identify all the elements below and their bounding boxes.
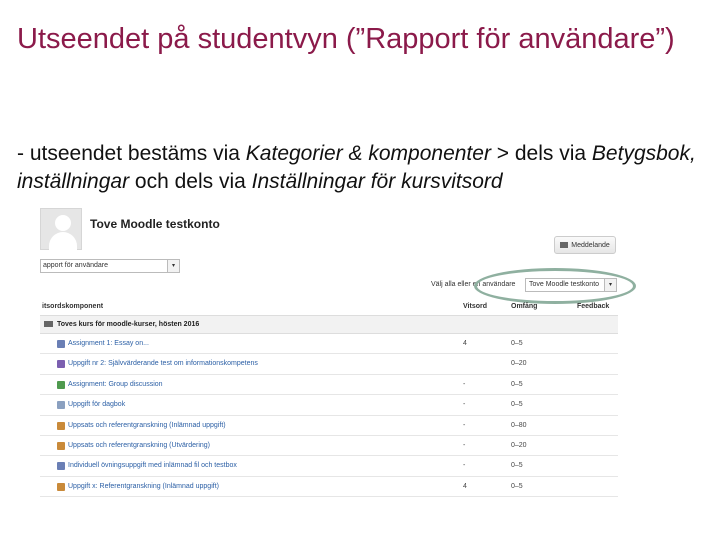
user-select-label: Välj alla eller en användare (431, 281, 516, 288)
grade-table (40, 298, 618, 497)
weight-cell: - (463, 401, 466, 409)
table-row (40, 354, 618, 374)
range-cell: 0–5 (511, 482, 523, 490)
assignment-icon (57, 340, 65, 348)
grade-item-link[interactable]: Uppsats och referentgranskning (Inlämnad uppgift) (68, 421, 226, 429)
journal-icon (57, 401, 65, 409)
slide-body (17, 140, 707, 196)
user-select-value: Tove Moodle testkonto (529, 281, 600, 288)
slide-body-part: Betygsbok, inställningar (17, 142, 696, 193)
table-row (40, 334, 618, 354)
table-row (40, 456, 618, 476)
table-row (40, 375, 618, 395)
table-row (40, 416, 618, 436)
grade-item-link[interactable]: Uppgift nr 2: Självvärderande test om informationskompetens (68, 360, 258, 368)
folder-icon (44, 321, 53, 327)
workshop-icon (57, 442, 65, 450)
grade-item-link[interactable]: Assignment: Group discussion (68, 380, 163, 388)
slide-title: Utseendet på studentvyn (”Rapport för användare”) (17, 23, 675, 55)
message-button[interactable] (554, 236, 616, 254)
weight-cell: - (463, 380, 466, 388)
category-row (40, 316, 618, 334)
column-header-feedback: Feedback (577, 303, 610, 310)
report-type-select[interactable] (40, 259, 180, 273)
weight-cell: 4 (463, 340, 467, 347)
slide-body-part: - utseendet bestäms via (17, 142, 246, 165)
chevron-down-icon: ▾ (604, 279, 616, 291)
slide-body-part: och dels via (129, 170, 252, 193)
avatar[interactable] (40, 208, 82, 250)
range-cell: 0–20 (511, 441, 527, 449)
moodle-screenshot (40, 208, 620, 490)
table-row (40, 477, 618, 497)
weight-cell: 4 (463, 482, 467, 490)
weight-cell: - (463, 462, 466, 470)
grade-item-link[interactable]: Uppgift för dagbok (68, 401, 126, 409)
grade-item-link[interactable]: Uppgift x: Referentgranskning (Inlämnad uppgift) (68, 482, 219, 490)
range-cell: 0–5 (511, 401, 523, 409)
chevron-down-icon: ▾ (167, 260, 179, 272)
envelope-icon (560, 242, 568, 248)
range-cell: 0–5 (511, 462, 523, 470)
column-header-component: itsordskomponent (42, 303, 104, 310)
range-cell: 0–5 (511, 340, 523, 347)
column-header-range: Omfång (511, 303, 538, 310)
weight-cell: - (463, 441, 466, 449)
range-cell: 0–5 (511, 380, 523, 388)
forum-icon (57, 381, 65, 389)
weight-cell: - (463, 421, 466, 429)
table-row (40, 436, 618, 456)
message-button-label: Meddelande (571, 241, 610, 249)
slide-body-part: Kategorier & komponenter (245, 142, 491, 165)
quiz-icon (57, 360, 65, 368)
range-cell: 0–20 (511, 360, 527, 368)
slide-body-part: > dels via (490, 142, 592, 165)
table-row (40, 395, 618, 415)
grade-item-link[interactable]: Assignment 1: Essay on... (68, 340, 149, 347)
workshop-icon (57, 483, 65, 491)
user-name[interactable]: Tove Moodle testkonto (90, 217, 220, 231)
slide-body-part: Inställningar för kursvitsord (251, 170, 503, 193)
column-header-weight: Vitsord (463, 303, 487, 310)
table-header (40, 298, 618, 316)
workshop-icon (57, 422, 65, 430)
grade-item-link[interactable]: Uppsats och referentgranskning (Utvärdering) (68, 441, 211, 449)
category-name: Toves kurs för moodle-kurser, hösten 2016 (57, 321, 200, 328)
report-select-value: apport för användare (43, 262, 108, 269)
assignment-icon (57, 462, 65, 470)
range-cell: 0–80 (511, 421, 527, 429)
grade-item-link[interactable]: Individuell övningsuppgift med inlämnad fil och testbox (68, 462, 237, 470)
